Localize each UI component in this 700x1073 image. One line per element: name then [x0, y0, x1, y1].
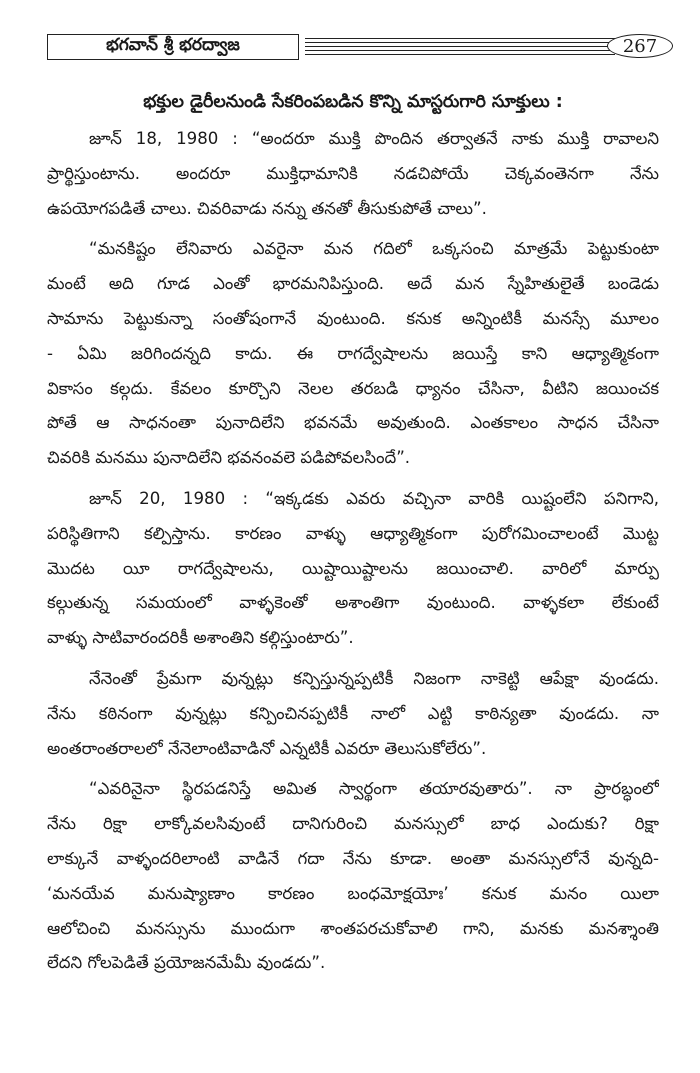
text-line: పోతే ఆ సాధనంతా పునాదిలేని భవనమే అవుతుంది. ఎంతకాలం సాధన చేసినా: [47, 413, 659, 433]
text-line: సామాను పెట్టుకున్నా సంతోషంగానే వుంటుంది. కనుక అన్నింటికీ మనస్సే మూలం: [47, 308, 659, 328]
header-title: భగవాన్ శ్రీ భరద్వాజ: [47, 34, 299, 60]
text-line: “మనకిష్టం లేనివారు ఎవరైనా మన గదిలో ఒక్కసంచి మాత్రమే పెట్టుకుంటా: [89, 239, 659, 259]
text-line: అంతరాంతరాలలో నేనెలాంటివాడినో ఎన్నటికీ ఎవరూ తెలుసుకోలేరు”.: [47, 738, 487, 758]
header-rule-lines: [305, 38, 615, 56]
paragraph-quote-burden: [47, 232, 659, 476]
page-body: [47, 82, 659, 981]
text-line: లేదని గోలపెడితే ప్రయోజనమేమీ వుండదు”.: [47, 953, 326, 973]
paragraph-june-20: [47, 482, 659, 656]
paragraph-june-18: [47, 122, 659, 226]
text-line: కల్గుతున్న సమయంలో వాళ్ళకెంతో అశాంతిగా వుంటుంది. వాళ్ళకలా లేకుంటే: [47, 593, 659, 613]
section-heading: భక్తుల డైరీలనుండి సేకరింపబడిన కొన్ని మాస్టరుగారి సూక్తులు :: [143, 92, 563, 112]
text-line: వికాసం కల్గదు. కేవలం కూర్చొని నెలల తరబడి ధ్యానం చేసినా, వీటిని జయించక: [47, 378, 659, 398]
text-line: - ఏమి జరిగిందన్నది కాదు. ఈ రాగద్వేషాలను జయిస్తే కాని ఆధ్యాత్మికంగా: [47, 343, 659, 363]
text-line: ‘మనయేవ మనుష్యాణాం కారణం బంధమోక్షయోః’ కనుక మనం యిలా: [47, 883, 659, 903]
text-line: ప్రార్థిస్తుంటాను. అందరూ ముక్తిధామానికి నడచిపోయే చెక్కవంతెనగా నేను: [47, 163, 659, 183]
text-line: నేను రిక్షా లాక్కోవలసివుంటే దానిగురించి మనస్సులో బాధ ఎందుకు? రిక్షా: [47, 814, 659, 834]
text-line: నేనెంతో ప్రేమగా వున్నట్లు కన్పిస్తున్నప్పటికీ నిజంగా నాకెట్టి ఆపేక్షా వుండదు.: [89, 668, 659, 688]
text-line: వాళ్ళు సాటివారందరికీ అశాంతిని కల్గిస్తుంటారు”.: [47, 628, 354, 648]
text-line: ఉపయోగపడితే చాలు. చివరివాడు నన్ను తనతో తీసుకుపోతే చాలు”.: [47, 198, 487, 218]
text-line: లాక్కునే వాళ్ళందరిలాంటి వాడినే గదా నేను కూడా. అంతా మనస్సులోనే వున్నది-: [47, 848, 659, 868]
paragraph-rickshaw: [47, 772, 659, 981]
text-line: మొదట యీ రాగద్వేషాలను, యిష్టాయిష్టాలను జయించాలి. వారిలో మార్పు: [47, 558, 659, 578]
text-line: నేను కఠినంగా వున్నట్లు కన్పించినప్పటికీ నాలో ఎట్టి కాఠిన్యతా వుండదు. నా: [47, 703, 659, 723]
text-line: జూన్ 20, 1980 : “ఇక్కడకు ఎవరు వచ్చినా వారికి యిష్టంలేని పనిగాని,: [89, 488, 659, 508]
text-line: పరిస్థితిగాని కల్పిస్తాను. కారణం వాళ్ళు ఆధ్యాత్మికంగా పురోగమించాలంటే మొట్ట: [47, 523, 659, 543]
paragraph-affection: [47, 662, 659, 766]
text-line: మంటే అది గూడ ఎంతో భారమనిపిస్తుంది. అదే మన స్నేహితులైతే బండెడు: [47, 274, 659, 294]
text-line: “ఎవరినైనా స్థిరపడనిస్తే అమిత స్వార్థంగా తయారవుతారు”. నా ప్రారబ్ధంలో: [89, 779, 659, 799]
running-header: [47, 34, 659, 62]
page-number: 267: [607, 34, 673, 58]
text-line: జూన్ 18, 1980 : “అందరూ ముక్తి పొందిన తర్వాతనే నాకు ముక్తి రావాలని: [89, 129, 659, 148]
text-line: చివరికి మనము పునాదిలేని భవనంవలె పడిపోవలసిందే”.: [47, 448, 411, 468]
text-line: ఆలోచించి మనస్సును ముందుగా శాంతపరచుకోవాలి గాని, మనకు మనశ్శాంతి: [47, 918, 659, 938]
